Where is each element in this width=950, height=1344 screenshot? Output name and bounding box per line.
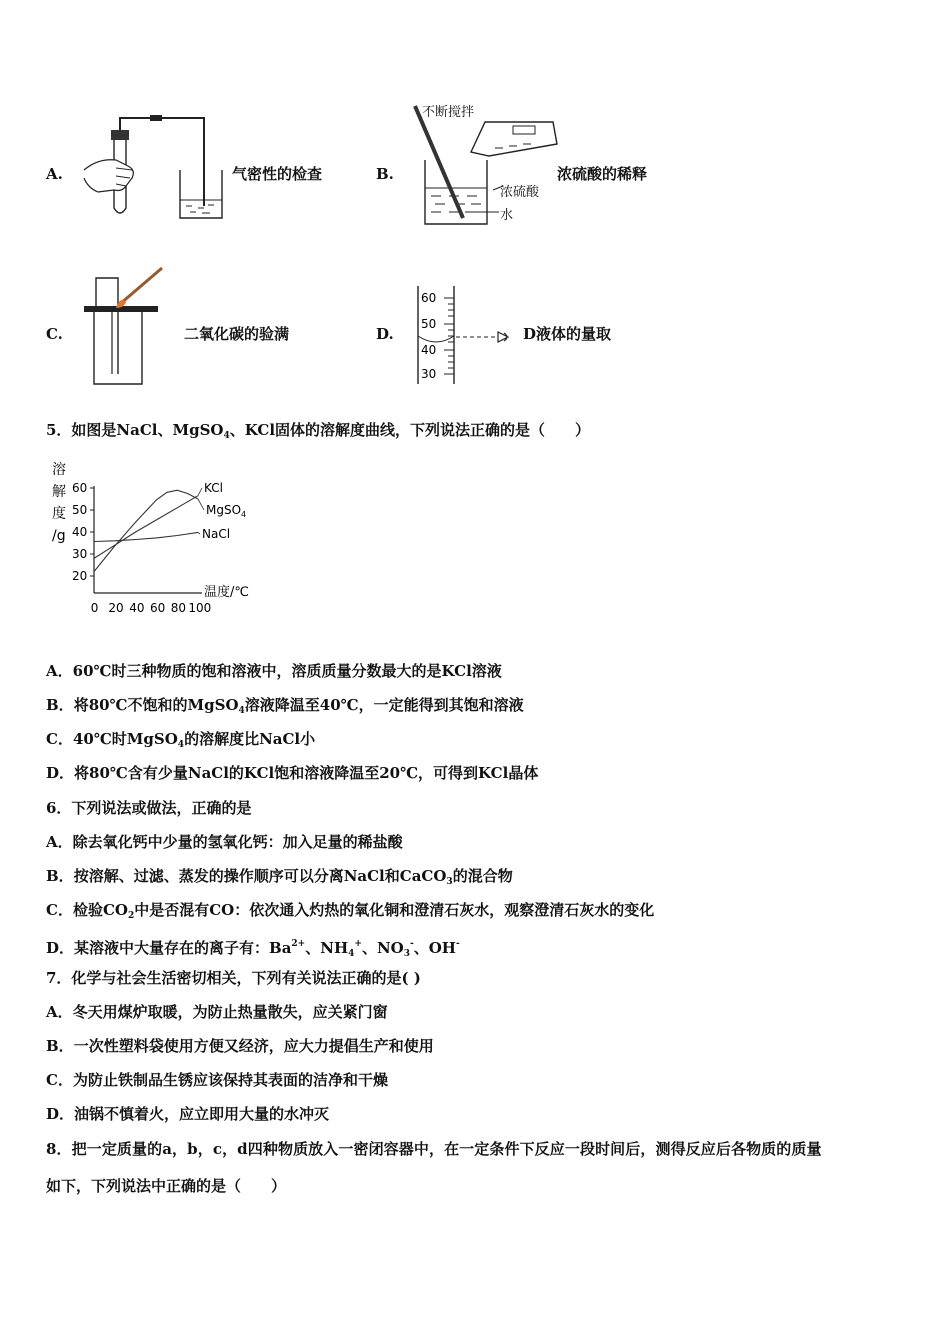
curve-label-NaCl: NaCl: [202, 527, 231, 541]
x-tick-label: 60: [150, 601, 166, 615]
q5-stem: 5．如图是NaCl、MgSO$_4$、KCl固体的溶解度曲线，下列说法正确的是（ ）: [46, 421, 591, 441]
option-text: 40℃时MgSO: [72, 730, 178, 748]
y-tick-label: 40: [72, 525, 88, 539]
q5-option-b: [46, 695, 524, 721]
option-text: -: [455, 939, 460, 949]
option-text: 、OH: [413, 939, 456, 957]
figure-d-letter: D.: [376, 325, 394, 343]
co2-test-figure: [80, 264, 170, 388]
curve-leader: [198, 499, 204, 510]
option-text: 2+: [291, 939, 306, 949]
option-text: 的混合物: [452, 867, 513, 885]
y-axis-label: 溶: [52, 462, 66, 478]
curve-leader: [198, 532, 200, 534]
option-text: 油锅不慎着火，应立即用大量的水冲灭: [74, 1105, 330, 1123]
y-tick-label: 50: [72, 503, 88, 517]
option-text: 60℃时三种物质的饱和溶液中，溶质质量分数最大的是KCl溶液: [72, 662, 502, 680]
figure-b-letter: B.: [376, 165, 394, 183]
y-tick-label: 20: [72, 569, 88, 583]
option-letter: C．: [46, 730, 73, 748]
x-tick-label: 20: [108, 601, 124, 615]
option-letter: B．: [46, 867, 74, 885]
option-text: 为防止铁制品生锈应该保持其表面的洁净和干燥: [72, 1071, 388, 1089]
y-axis-label: 解: [52, 484, 66, 500]
airtightness-check-figure: [76, 108, 226, 223]
q7-option-a: [46, 1002, 388, 1022]
option-letter: D．: [46, 764, 75, 782]
option-text: 4: [177, 740, 185, 750]
q7-stem: 7．化学与社会生活密切相关，下列有关说法正确的是( ): [46, 969, 421, 987]
cylinder-figure: [410, 284, 520, 388]
x-tick-label: 100: [188, 601, 212, 615]
option-letter: C．: [46, 1071, 73, 1089]
y-tick-label: 60: [72, 481, 88, 495]
y-axis-label: /g: [52, 528, 66, 544]
curve-NaCl: [94, 532, 198, 541]
q8-line1: 8．把一定质量的a，b，c，d四种物质放入一密闭容器中，在一定条件下反应一段时间后，测得反应后各物质的质量: [46, 1140, 822, 1158]
y-tick-label: 30: [72, 547, 88, 561]
option-text: -: [409, 939, 414, 949]
option-letter: B．: [46, 696, 74, 714]
option-text: 中是否混有CO：依次通入灼热的氧化铜和澄清石灰水，观察澄清石灰水的变化: [134, 901, 655, 919]
q7-option-b: [46, 1036, 434, 1056]
cylinder-tick-30: 30: [421, 367, 437, 381]
curve-leader: [198, 488, 202, 496]
x-tick-label: 0: [90, 601, 99, 615]
curve-KCl: [94, 496, 198, 559]
option-letter: C．: [46, 901, 73, 919]
option-letter: A．: [46, 1003, 73, 1021]
option-letter: D．: [46, 939, 75, 957]
option-letter: B．: [46, 1037, 74, 1055]
q7-option-d: [46, 1104, 329, 1124]
figure-b-caption: 浓硫酸的稀释: [557, 165, 648, 183]
cylinder-tick-60: 60: [421, 291, 437, 305]
q6-stem: 6．下列说法或做法，正确的是: [46, 799, 252, 817]
option-text: 的溶解度比NaCl小: [184, 730, 316, 748]
option-text: 2: [127, 911, 135, 921]
option-text: 、NO: [361, 939, 404, 957]
acid-label: 浓硫酸: [500, 185, 540, 200]
q6-option-c: [46, 900, 654, 926]
option-text: 将80℃不饱和的MgSO: [73, 696, 239, 714]
cylinder-tick-50: 50: [421, 317, 437, 331]
figure-a-letter: A.: [46, 165, 63, 183]
x-tick-label: 80: [170, 601, 187, 615]
option-text: 3: [446, 877, 453, 887]
option-letter: D．: [46, 1105, 75, 1123]
x-axis-label: 温度/℃: [204, 585, 249, 600]
cylinder-tick-40: 40: [421, 343, 437, 357]
y-axis-label: 度: [52, 506, 66, 522]
q6-option-b: [46, 866, 513, 892]
q6-option-a: [46, 832, 403, 852]
q8-line2: 如下，下列说法中正确的是（ ）: [46, 1177, 287, 1195]
curve-MgSO4: [94, 490, 198, 571]
option-text: 4: [348, 949, 355, 959]
option-text: 除去氧化钙中少量的氢氧化钙：加入足量的稀盐酸: [72, 833, 403, 851]
option-text: 一次性塑料袋使用方便又经济，应大力提倡生产和使用: [73, 1037, 434, 1055]
q6-option-d: [46, 934, 460, 964]
option-text: 冬天用煤炉取暖，为防止热量散失，应关紧门窗: [72, 1003, 388, 1021]
solubility-chart: [46, 458, 286, 618]
stir-label: 不断搅拌: [422, 105, 475, 120]
water-label: 水: [500, 208, 514, 223]
option-text: 4: [238, 706, 245, 716]
figure-d-caption: D液体的量取: [523, 325, 612, 343]
q5-option-d: [46, 763, 538, 783]
option-letter: A．: [46, 662, 73, 680]
x-tick-label: 40: [129, 601, 145, 615]
option-text: 按溶解、过滤、蒸发的操作顺序可以分离NaCl和CaCO: [73, 867, 447, 885]
figure-a-caption: 气密性的检查: [232, 165, 323, 183]
figure-c-letter: C.: [46, 325, 63, 343]
option-text: 3: [403, 949, 410, 959]
option-letter: A．: [46, 833, 73, 851]
option-text: 将80℃含有少量NaCl的KCl饱和溶液降温至20℃，可得到KCl晶体: [74, 764, 539, 782]
curve-label-KCl: KCl: [204, 481, 223, 495]
q5-option-a: [46, 661, 502, 681]
option-text: 、NH: [305, 939, 349, 957]
option-text: 溶液降温至40℃，一定能得到其饱和溶液: [244, 696, 524, 714]
option-text: 检验CO: [72, 901, 128, 919]
q5-option-c: [46, 729, 315, 755]
q7-option-c: [46, 1070, 388, 1090]
curve-label-MgSO4: MgSO$_4$: [206, 503, 247, 519]
figure-c-caption: 二氧化碳的验满: [184, 325, 290, 343]
option-text: 某溶液中大量存在的离子有：Ba: [74, 939, 292, 957]
option-text: +: [354, 939, 362, 949]
